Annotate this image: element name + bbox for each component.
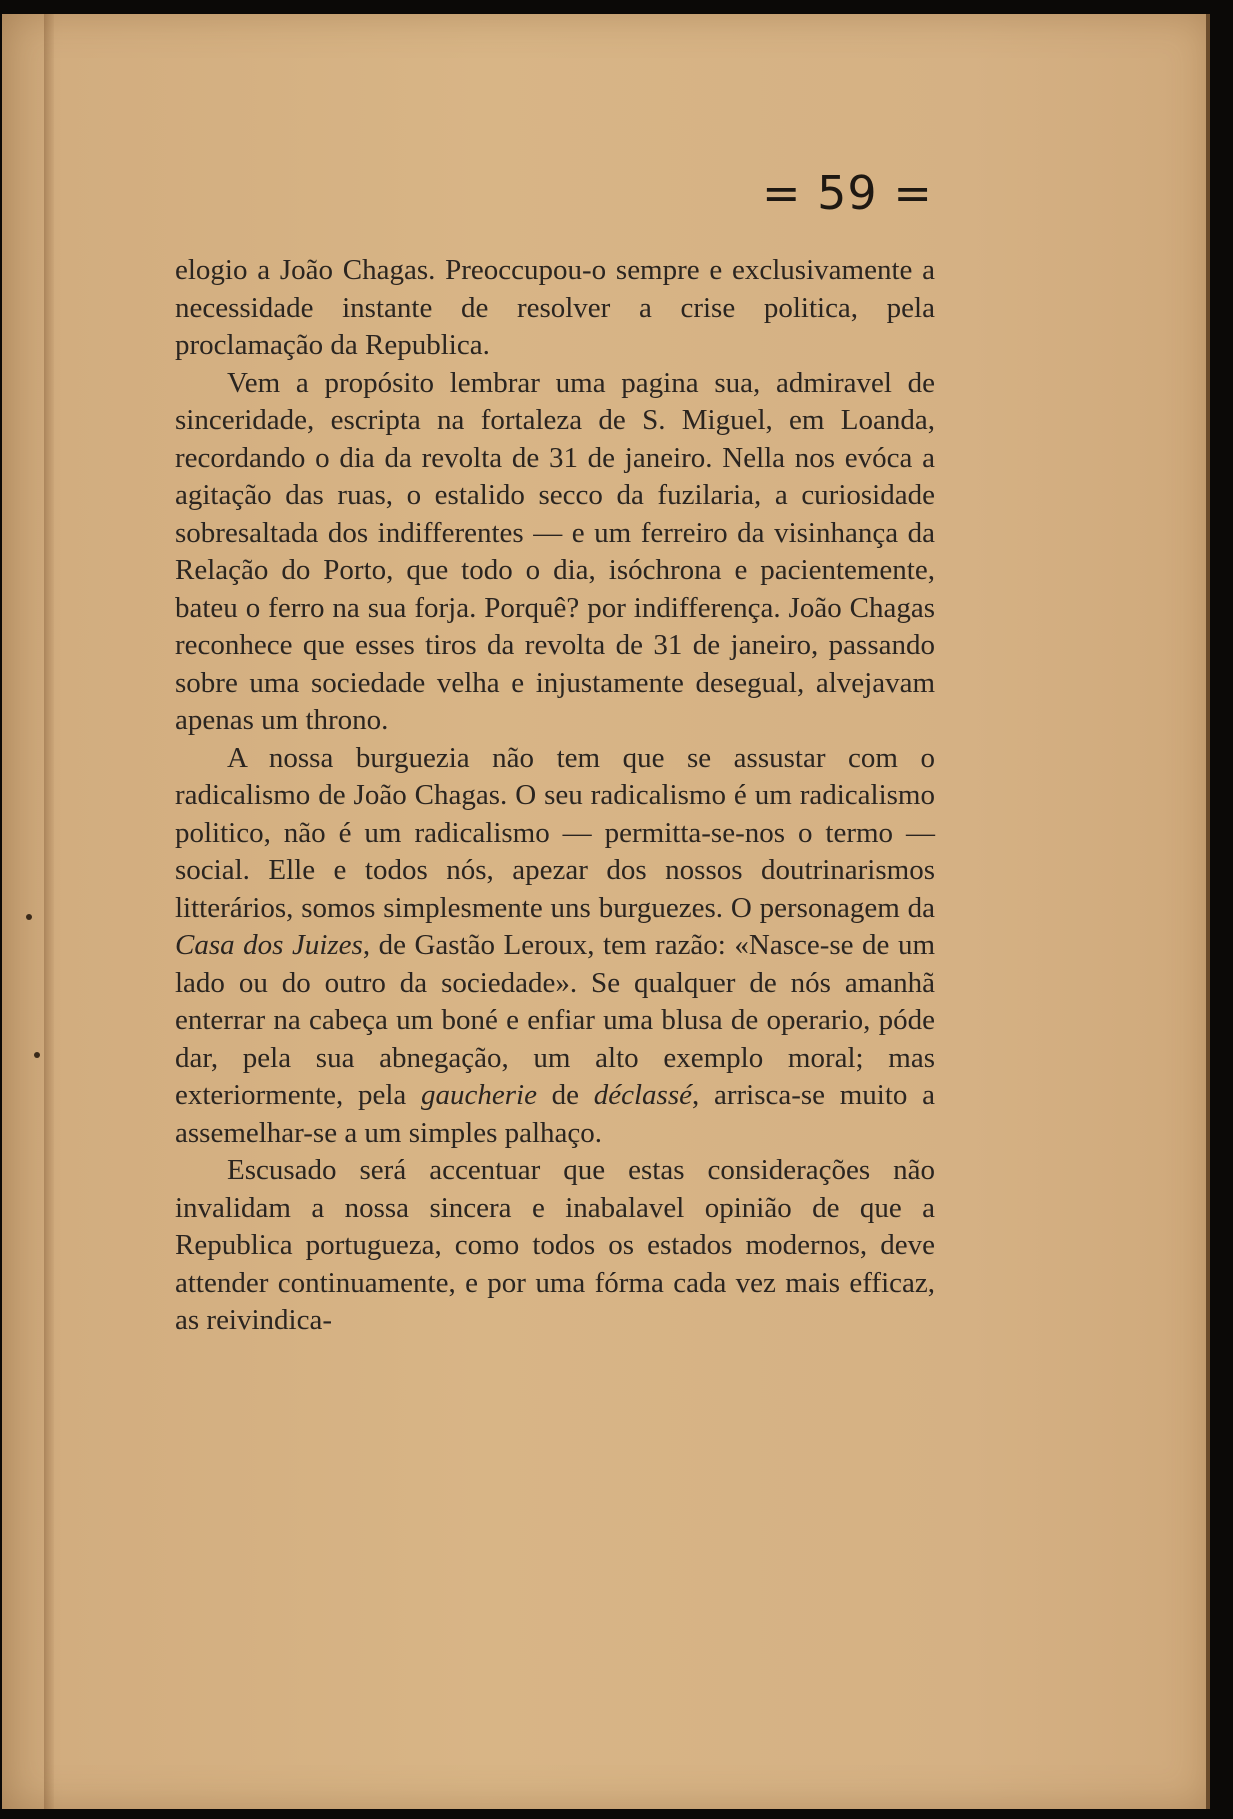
italic-run: gaucherie [421, 1079, 537, 1111]
text-run: A nossa burguezia não tem que se assustar com o radicalismo de João Chagas. O seu radicalismo é um radicalismo politico, não é um radicalismo — permitta-se-nos o termo — social. Elle e todos nós, apezar dos nossos doutrinarismos litterários, somos simplesmente uns burguezes. O personagem da [175, 741, 935, 924]
page-gutter [44, 14, 54, 1809]
italic-run: déclassé [593, 1079, 692, 1111]
paragraph-p3 [175, 740, 935, 1153]
text-run: Escusado será accentuar que estas considerações não invalidam a nossa sincera e inabalavel opinião de que a Republica portugueza, como todos os estados modernos, deve attender continuamente, e por uma fórma cada vez mais efficaz, as reivindica- [175, 1154, 935, 1336]
text-run: elogio a João Chagas. Preoccupou-o sempre e exclusivamente a necessidade instante de resolver a crise politica, pela proclamação da Republica. [175, 254, 935, 361]
paragraph-p1 [175, 252, 935, 365]
paragraph-p4 [175, 1152, 935, 1340]
body-text [175, 252, 935, 1340]
text-run: Vem a propósito lembrar uma pagina sua, admiravel de sinceridade, escripta na fortaleza de S. Miguel, em Loanda, recordando o dia da revolta de 31 de janeiro. Nella nos evóca a agitação das ruas, o estalido secco da fuzilaria, a curiosidade sobresaltada dos indifferentes — e um ferreiro da visinhança da Relação do Porto, que todo o dia, isóchrona e pacientemente, bateu o ferro na sua forja. Porquê? por indifferença. João Chagas reconhece que esses tiros da revolta de 31 de janeiro, passando sobre uma sociedade velha e injustamente desegual, alvejavam apenas um throno. [175, 366, 935, 736]
text-run: de [536, 1079, 594, 1111]
margin-mark [26, 914, 32, 920]
paragraph-p2 [175, 365, 935, 740]
book-page [2, 14, 1210, 1809]
text-run: , de Gastão Leroux, tem razão: «Nasce-se de um lado ou do outro da sociedade». Se qualquer de nós amanhã enterrar na cabeça um boné e enfiar uma blusa de operario, póde dar, pela sua abnegação, um alto exemplo moral; mas exteriormente, pela [175, 929, 935, 1111]
page-edge [1206, 14, 1210, 1809]
page-number: = 59 = [762, 166, 933, 220]
text-run: , arrisca-se muito a assemelhar-se a um simples palhaço. [175, 1079, 935, 1149]
margin-mark [34, 1052, 40, 1058]
italic-run: Casa dos Juizes [175, 929, 363, 961]
